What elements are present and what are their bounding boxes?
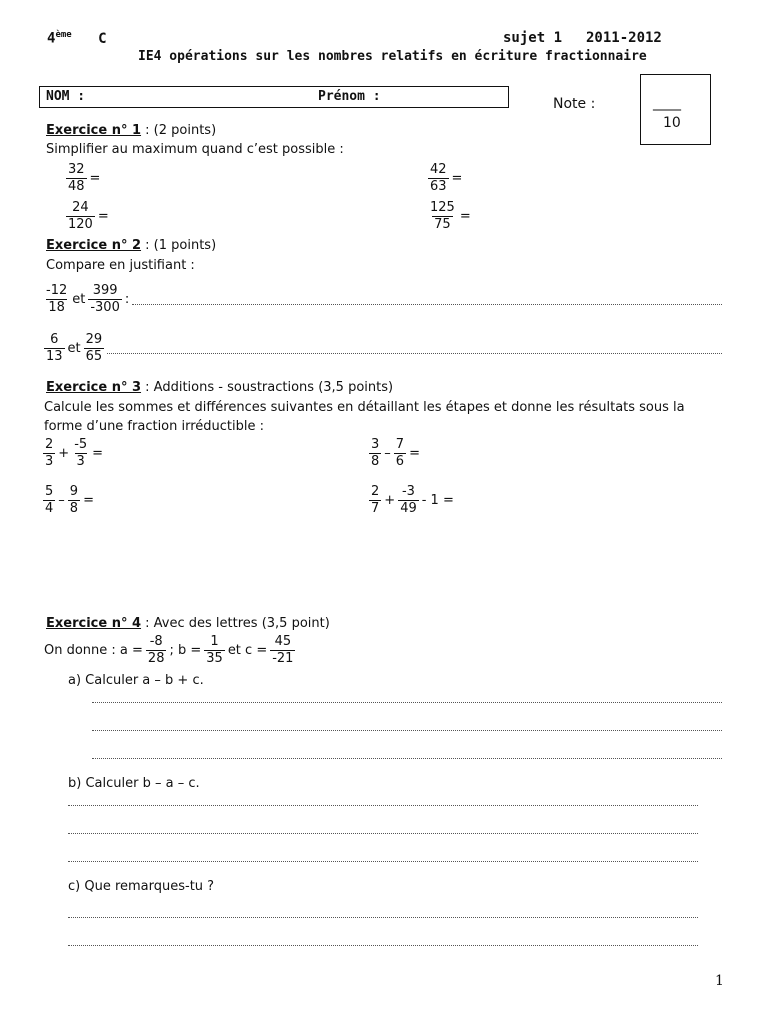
ex4-question-c: c) Que remarques-tu ? (68, 879, 215, 894)
ex1-instruction: Simplifier au maximum quand c’est possible : (46, 142, 344, 157)
answer-line[interactable] (68, 917, 698, 918)
ex4-given: On donne : a = $\frac{-8}{28}$ ; b = $\frac{1}{35}$ et c = $\frac{45}{-21}$ (44, 634, 294, 666)
class-label: C (98, 30, 107, 47)
ex3-expression-3: $\frac{5}{4}$ – $\frac{9}{8}$ = (45, 484, 94, 516)
answer-line[interactable] (92, 702, 722, 703)
answer-line[interactable] (92, 730, 722, 731)
ex1-heading: Exercice n° 1 : (2 points) (46, 123, 217, 138)
answer-line[interactable] (68, 805, 698, 806)
ex4-question-a: a) Calculer a – b + c. (68, 673, 204, 688)
year-label: 2011-2012 (586, 30, 662, 46)
ex3-instruction-2: forme d’une fraction irréductible : (44, 419, 265, 434)
ex2-compare-2: $\frac{6}{13}$ et $\frac{29}{65}$ (44, 332, 722, 365)
note-box[interactable] (640, 74, 711, 145)
ex1-fraction-1: $\frac{32}{48}$ = (68, 162, 101, 194)
ex2-compare-1: $\frac{-12}{18}$ et $\frac{399}{-300}$ : (44, 283, 722, 316)
nom-label: NOM : (46, 89, 86, 104)
prenom-label: Prénom : (318, 89, 381, 104)
answer-line[interactable] (92, 758, 722, 759)
ex3-expression-1: $\frac{2}{3}$ + $\frac{-5}{3}$ = (45, 437, 104, 469)
name-box[interactable] (39, 86, 509, 108)
level: 4ème C (47, 30, 107, 47)
ex4-heading: Exercice n° 4 : Avec des lettres (3,5 point) (46, 616, 330, 631)
ex3-heading: Exercice n° 3 : Additions - soustractions (3,5 points) (46, 380, 394, 395)
answer-line[interactable] (68, 861, 698, 862)
ex1-fraction-4: $\frac{125}{75}$ = (430, 200, 471, 232)
note-blank: ____ (653, 95, 681, 111)
ex1-fraction-3: $\frac{24}{120}$ = (68, 200, 109, 232)
answer-line[interactable] (68, 833, 698, 834)
subject-label: sujet 1 (503, 30, 563, 46)
ex2-heading: Exercice n° 2 : (1 points) (46, 238, 217, 253)
note-total: 10 (663, 115, 681, 131)
page-number: 1 (715, 973, 724, 989)
ex3-instruction-1: Calcule les sommes et différences suivantes en détaillant les étapes et donne les résultats sous la (44, 400, 685, 415)
ex2-instruction: Compare en justifiant : (46, 258, 195, 273)
ex4-question-b: b) Calculer b – a – c. (68, 776, 200, 791)
answer-line[interactable] (68, 945, 698, 946)
answer-line[interactable] (107, 352, 722, 354)
note-label: Note : (553, 96, 596, 112)
ex3-expression-2: $\frac{3}{8}$ – $\frac{7}{6}$ = (371, 437, 420, 469)
ex1-fraction-2: $\frac{42}{63}$ = (430, 162, 463, 194)
page-title: IE4 opérations sur les nombres relatifs en écriture fractionnaire (138, 49, 647, 64)
answer-line[interactable] (132, 303, 722, 305)
ex3-expression-4: $\frac{2}{7}$ + $\frac{-3}{49}$ - 1 = (371, 484, 454, 516)
